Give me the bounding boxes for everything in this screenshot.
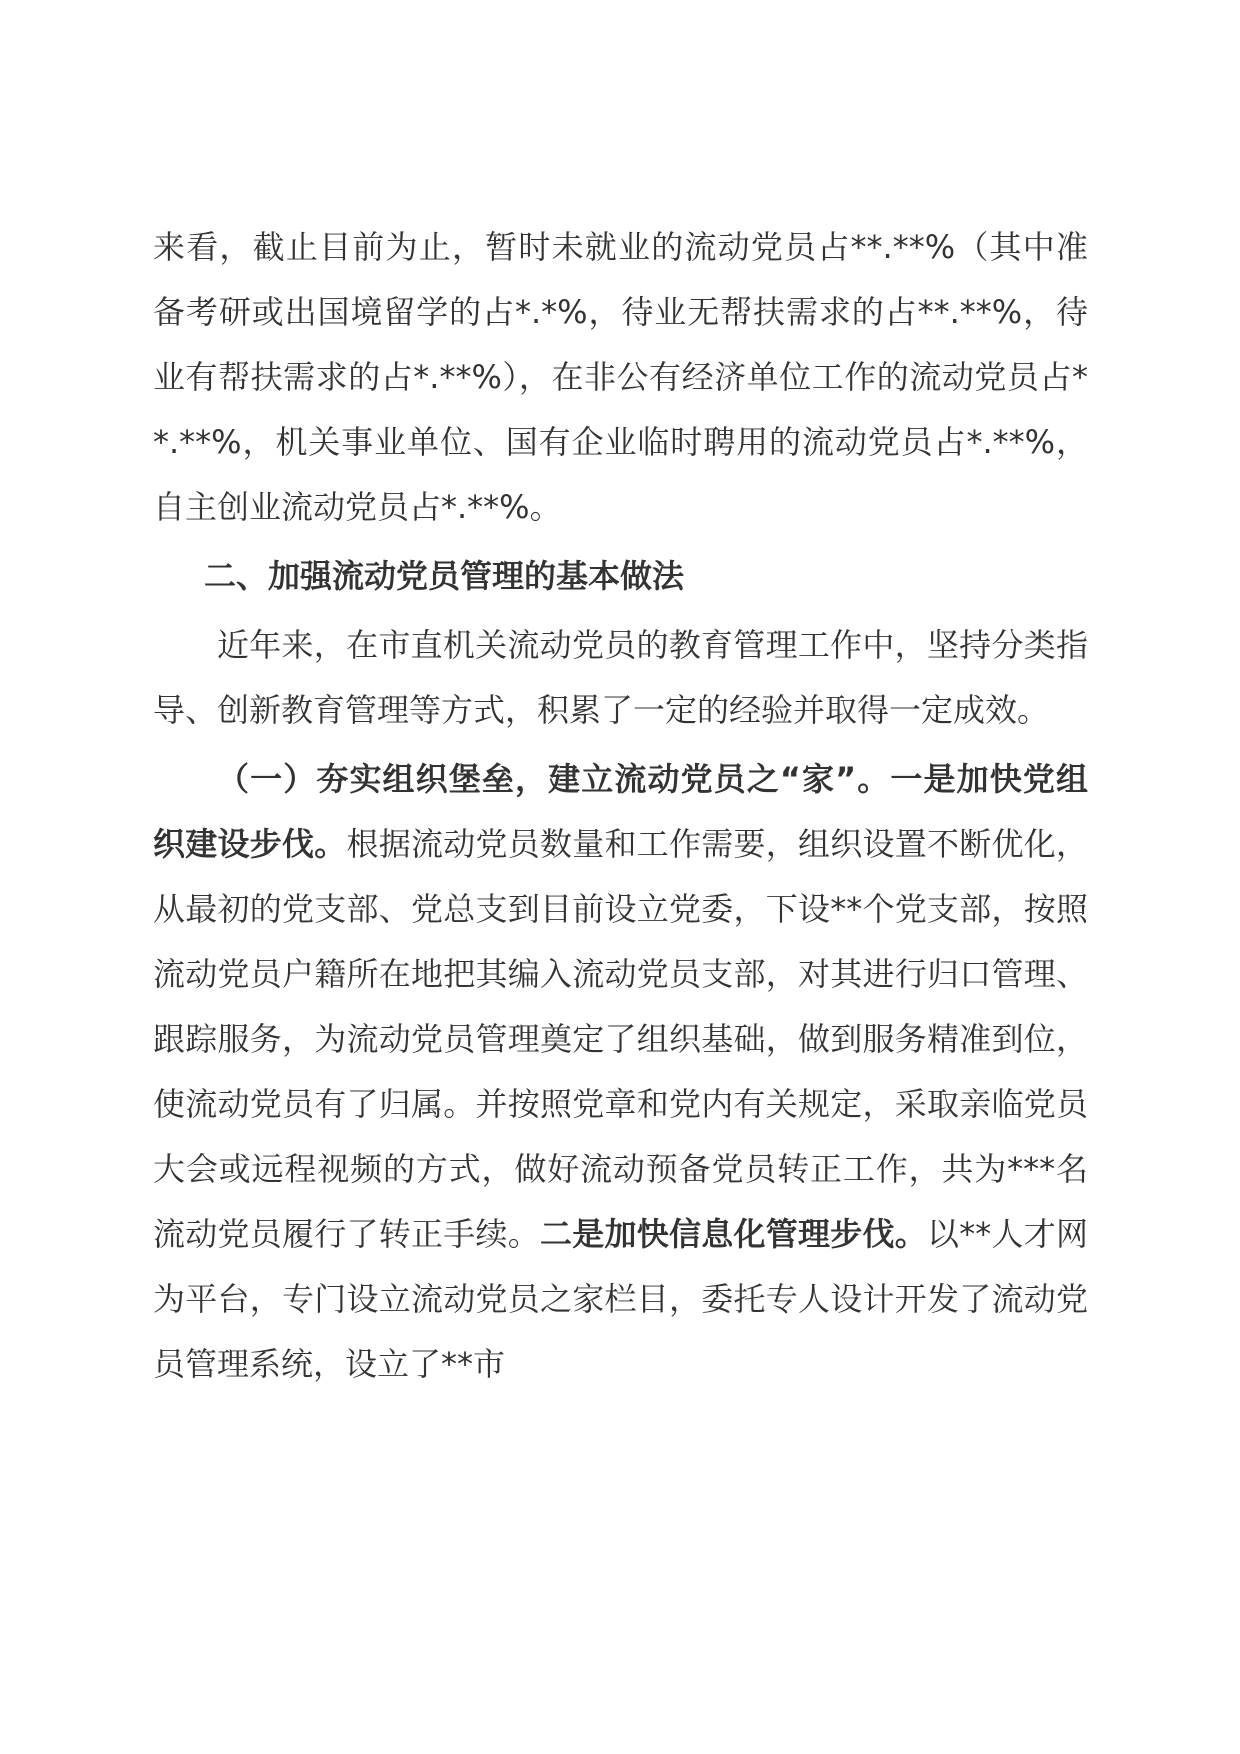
paragraph-organization-text-2: 以**人才网为平台，专门设立流动党员之家栏目，委托专人设计开发了流动党员管理系统，设立了**市	[153, 1215, 1088, 1383]
paragraph-organization-text-1: 根据流动党员数量和工作需要，组织设置不断优化，从最初的党支部、党总支到目前设立党委，下设**个党支部，按照流动党员户籍所在地把其编入流动党员支部，对其进行归口管理、跟踪服务，为流动党员管理奠定了组织基础，做到服务精准到位，使流动党员有了归属。并按照党章和党内有关规定，采取亲临党员大会或远程视频的方式，做好流动预备党员转正工作，共为***名流动党员履行了转正手续。	[153, 825, 1088, 1253]
bold-lead-1: （一）夯实组织堡垒，建立流动党员之“家”。一是加快党组织建设步伐。	[153, 760, 1088, 863]
bold-lead-2: 二是加快信息化管理步伐。	[539, 1215, 927, 1253]
section-heading-2: 二、加强流动党员管理的基本做法	[204, 557, 685, 595]
paragraph-organization	[153, 747, 1088, 1397]
paragraph-intro: 近年来，在市直机关流动党员的教育管理工作中，坚持分类指导、创新教育管理等方式，积累了一定的经验并取得一定成效。	[153, 626, 1088, 729]
document-body	[153, 215, 1088, 1397]
paragraph-employment-stats: 来看，截止目前为止，暂时未就业的流动党员占**.**%（其中准备考研或出国境留学的占*.*%，待业无帮扶需求的占**.**%，待业有帮扶需求的占*.**%），在非公有经济单位工作的流动党员占**.**%，机关事业单位、国有企业临时聘用的流动党员占*.**%，自主创业流动党员占*.**%。	[153, 228, 1088, 526]
